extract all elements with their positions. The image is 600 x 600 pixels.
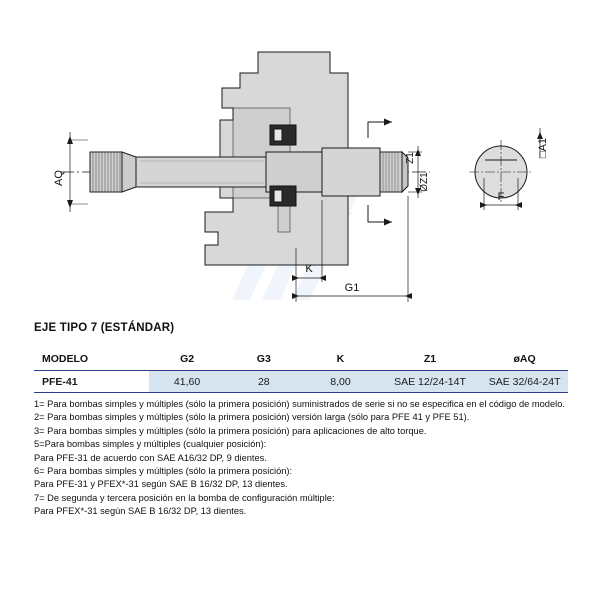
label-z1: Z1	[405, 152, 416, 164]
table-header-cell: Z1	[379, 348, 481, 371]
notes-block	[34, 398, 572, 519]
table-cell-g2: 41,60	[149, 371, 226, 393]
table-cell-k: 8,00	[302, 371, 379, 393]
table-cell-modelo: PFE-41	[34, 371, 149, 393]
note-line: 1= Para bombas simples y múltiples (sólo la primera posición) suministrados de serie si no se especifica en el código de modelo.	[34, 399, 565, 409]
note-line: Para PFE-31 y PFEX*-31 según SAE B 16/32 DP, 13 dientes.	[34, 479, 288, 490]
note-line: 6= Para bombas simples y múltiples (sólo la primera posición):	[34, 466, 293, 477]
note-line: 5=Para bombas simples y múltiples (cualquier posición):	[34, 439, 267, 450]
table-header-cell: G2	[149, 348, 226, 371]
table-header-cell: øAQ	[481, 348, 568, 371]
table-header-cell: G3	[226, 348, 303, 371]
note-line: Para PFE-31 de acuerdo con SAE A16/32 DP, 9 dientes.	[34, 452, 267, 463]
note-line: Para PFEX*-31 según SAE B 16/32 DP, 13 dientes.	[34, 506, 247, 517]
table-header-row	[34, 348, 568, 371]
note-line: 2= Para bombas simples y múltiples (sólo la primera posición) versión larga (sólo para PFE 41 y PFE 51).	[34, 412, 470, 423]
table-cell-g3: 28	[226, 371, 303, 393]
seal-block-lower	[270, 186, 296, 206]
label-f: F	[497, 191, 505, 203]
label-g1: G1	[344, 282, 360, 294]
table-header-cell: MODELO	[34, 348, 149, 371]
label-a1: □A1	[537, 137, 549, 159]
table-row	[34, 371, 568, 393]
section-arrow-bottom	[368, 205, 392, 226]
seal-block-upper	[270, 125, 296, 145]
table-cell-z1: SAE 12/24-14T	[379, 371, 481, 393]
spec-table	[34, 348, 568, 393]
shaft-spline-right	[380, 152, 408, 192]
label-oz1: ØZ1	[419, 172, 430, 192]
note-line: 3= Para bombas simples y múltiples (sólo la primera posición) para aplicaciones de alto torque.	[34, 425, 427, 436]
shaft-spline-left	[90, 152, 122, 192]
table-header-cell: K	[302, 348, 379, 371]
table-cell-aq: SAE 32/64-24T	[481, 371, 568, 393]
section-title: EJE TIPO 7 (ESTÁNDAR)	[34, 322, 175, 334]
label-k: K	[305, 263, 313, 275]
section-arrow-top	[368, 119, 392, 139]
note-line: 7= De segunda y tercera posición en la bomba de configuración múltiple:	[34, 492, 335, 503]
label-aq: AQ	[53, 170, 65, 186]
